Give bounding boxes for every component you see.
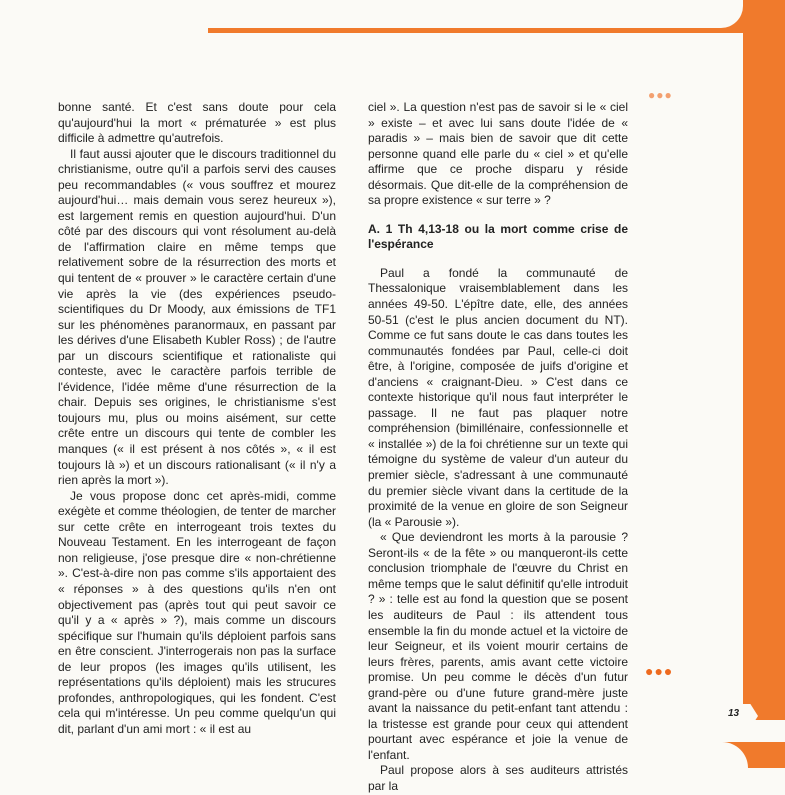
section-heading: A. 1 Th 4,13-18 ou la mort comme crise de l'espérance bbox=[368, 221, 628, 252]
paragraph: ciel ». La question n'est pas de savoir si le « ciel » existe – et avec lui sans doute l'idée de « paradis » – mais bien de savoir que dit cette personne quand elle parle du « ciel » et qu'elle affirme que ce proche disparu y réside désormais. Que dit-elle de la compréhension de sa propre existence « sur terre » ? bbox=[368, 100, 628, 208]
page-number: 13 bbox=[728, 708, 740, 719]
dots-icon: ●●● bbox=[648, 88, 673, 102]
paragraph: « Que deviendront les morts à la parousie ? Seront-ils « de la fête » ou manqueront-ils cette conclusion triomphale de l'œuvre du Christ en même temps que le salut définitif qu'elle introduit ? » : telle est au fond la question que se posent les auditeurs de Paul : ils attendent tous ensemble la fin du monde actuel et la victoire de leur Seigneur, et ils voient mourir certains de leurs frères, parents, amis avant cette victoire promise. Un peu comme le décès d'un futur grand-père ou d'une future grand-mère juste avant la naissance du petit-enfant tant attendu : la tristesse est grande pour ceux qui attendent pourtant avec espérance et joie la venue de l'enfant. bbox=[368, 530, 628, 762]
top-panel bbox=[208, 0, 743, 28]
paragraph: Je vous propose donc cet après-midi, comme exégète et comme théologien, de tenter de marcher sur cette crête en interrogeant trois textes du Nouveau Testament. En les interrogeant de façon non religieuse, j'ose presque dire « non-chrétienne ». C'est-à-dire non pas comme s'ils apportaient des « réponses » à des questions qu'ils n'en ont objectivement pas (après tout qui peut savoir ce qu'il y a « après » ?), mais comme un discours spécifique sur l'humain qu'ils déploient parfois sans en être conscient. J'interrogerais non pas la surface de leur propos (les images qu'ils utilisent, les représentations qu'ils déploient) mais les strucures profondes, anthropologiques, qui les fondent. C'est cela qui m'intéresse. Un peu comme quelqu'un qui dit, parlant d'un ami mort : « il est au bbox=[58, 488, 336, 736]
paragraph: bonne santé. Et c'est sans doute pour cela qu'aujourd'hui la mort « prématurée » est plus difficile à admettre qu'autrefois. bbox=[58, 100, 336, 146]
paragraph: Paul a fondé la communauté de Thessalonique vraisemblablement dans les années 49-50. L'épître date, elle, des années 50-51 (c'est le plus ancien document du NT). Comme ce fut sans doute le cas dans toutes les communautés fondées par Paul, celle-ci doit être, à l'origine, composée de juifs d'origine et d'anciens « craignant-Dieu. » C'est dans ce contexte historique qu'il nous faut interpréter le passage. Il ne faut pas plaquer notre compréhension (bimillénaire, confessionnelle et « installée ») de la foi chrétienne sur un texte qui témoigne du système de valeur d'un auteur du premier siècle, s'adressant à une communauté du premier siècle vivant dans la certitude de la proximité de la venue en gloire de son Seigneur (la « Parousie »). bbox=[368, 265, 628, 529]
paragraph: Paul propose alors à ses auditeurs attristés par la bbox=[368, 763, 628, 793]
orange-right-band bbox=[743, 0, 785, 720]
paragraph: Il faut aussi ajouter que le discours traditionnel du christianisme, outre qu'il a parfois servi des causes peu recommandables (« vous souffrez et mourez aujourd'hui… mais demain vous serez heureux »), est largement remis en question aujourd'hui. D'un côté par des discours qui vont résolument au-delà de l'affirmation claire en même temps que relativement sobre de la résurrection des morts et qui tentent de « prouver » le caractère certain d'une vie après la vie (des expériences pseudo-scientifiques du Dr Moody, aux émissions de TF1 sur les phénomènes paranormaux, en passant par les dérives d'une Elisabeth Kubler Ross) ; de l'autre par un discours scientifique et rationaliste qui conteste, avec le caractère parfois terrible de l'évidence, l'idée même d'une résurrection de la chair. Depuis ses origines, le christianisme s'est toujours mu, plus ou moins aisément, sur cette crête entre un discours qui tente de combler les manques (« il est présent à nos côtés », « il est toujours là ») et un discours rationalisant (« il n'y a rien après la mort »). bbox=[58, 146, 336, 488]
dots-icon: ●●● bbox=[645, 663, 674, 679]
right-column bbox=[368, 100, 628, 795]
left-column bbox=[58, 100, 336, 737]
